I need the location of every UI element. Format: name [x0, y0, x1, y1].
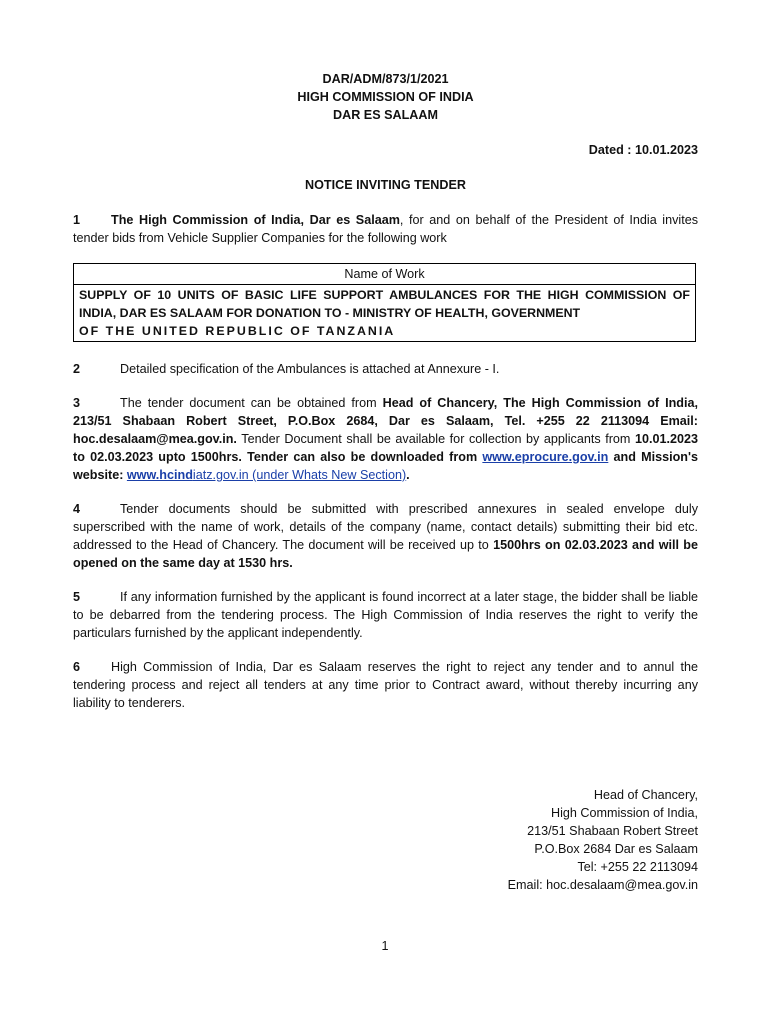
date-line: Dated : 10.01.2023	[588, 143, 698, 157]
paragraph-number: 6	[73, 660, 81, 674]
work-table-header: Name of Work	[74, 264, 696, 285]
letter-header	[73, 70, 698, 124]
paragraph-4: 4 Tender documents should be submitted with prescribed annexures in sealed envelope duly superscribed with the name of work, details of the company (name, contact details) submitting their bid etc. addressed to the Head of Chancery. The document will be received up to 1500hrs on 02.03.2023 and will be opened on the same day at 1530 hrs.	[73, 502, 698, 570]
paragraph-2: 2 Detailed specification of the Ambulances is attached at Annexure - I.	[73, 362, 500, 376]
mission-website-link[interactable]: www.hcindiatz.gov.in (under Whats New Section)	[126, 468, 407, 482]
paragraph-1: 1 The High Commission of India, Dar es Salaam, for and on behalf of the President of India invites tender bids from Vehicle Supplier Companies for the following work	[73, 213, 698, 245]
document-page	[73, 70, 698, 712]
work-description: SUPPLY OF 10 UNITS OF BASIC LIFE SUPPORT AMBULANCES FOR THE HIGH COMMISSION OF INDIA, DAR ES SALAAM FOR DONATION TO - MINISTRY OF HEALTH, GOVERNMENT OF THE UNITED REPUBLIC OF TANZANIA	[74, 285, 696, 342]
page-number: 1	[381, 939, 389, 953]
paragraph-6: 6 High Commission of India, Dar es Salaam reserves the right to reject any tender and to annul the tendering process and reject all tenders at any time prior to Contract award, without thereby incurring any liability to tenderers.	[73, 660, 698, 710]
work-table	[73, 263, 696, 342]
signature-block: Head of Chancery, High Commission of India, 213/51 Shabaan Robert Street P.O.Box 2684 Dar es Salaam Tel: +255 22 2113094 Email: hoc.desalaam@mea.gov.in	[507, 788, 698, 892]
paragraph-5: 5 If any information furnished by the applicant is found incorrect at a later stage, the bidder shall be liable to be debarred from the tendering process. The High Commission of India reserves the right to verify the particulars furnished by the applicant independently.	[73, 590, 698, 640]
city-name: DAR ES SALAAM	[333, 108, 438, 122]
paragraph-number: 2	[73, 362, 81, 376]
organization-name: HIGH COMMISSION OF INDIA	[297, 90, 474, 104]
paragraph-number: 3	[73, 396, 81, 410]
eprocure-link[interactable]: www.eprocure.gov.in	[482, 450, 609, 464]
paragraph-number: 5	[73, 590, 81, 604]
paragraph-3: 3 The tender document can be obtained from Head of Chancery, The High Commission of India, 213/51 Shabaan Robert Street, P.O.Box 2684, Dar es Salaam, Tel. +255 22 2113094 Email: hoc.desalaam@mea.gov.in. Tender Document shall be available for collection by applicants from 10.01.2023 to 02.03.2023 upto 1500hrs. Tender can also be downloaded from www.eprocure.gov.in and Mission's website: www.hcindiatz.gov.in (under Whats New Section).	[73, 396, 699, 482]
notice-title: NOTICE INVITING TENDER	[305, 178, 466, 192]
paragraph-number: 4	[73, 502, 81, 516]
paragraph-number: 1	[73, 213, 81, 227]
reference-number: DAR/ADM/873/1/2021	[322, 72, 449, 86]
